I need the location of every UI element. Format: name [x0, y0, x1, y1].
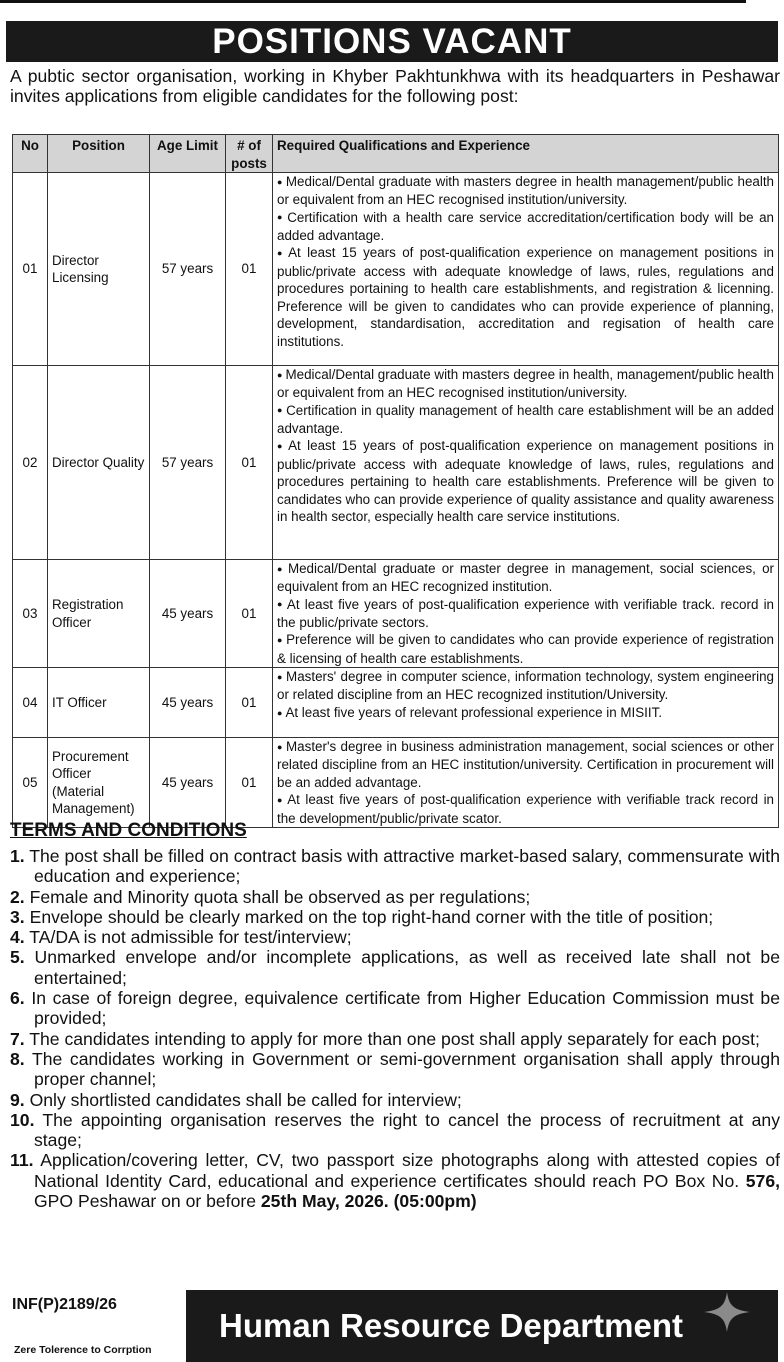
qualification-text: Medical/Dental graduate or master degree in management, social sciences, or equivalent from an HEC recognized institution. [277, 561, 775, 595]
department-name: Human Resource Department [219, 1307, 683, 1344]
term-number: 5. [10, 947, 25, 968]
term-text: TA/DA is not admissible for test/interview; [29, 927, 352, 948]
qualification-text: At least five years of post-qualification experience with verifiable track. record in the public/private sectors. [277, 596, 774, 630]
term-text: Only shortlisted candidates shall be called for interview; [29, 1089, 462, 1110]
bullet-icon: ● [277, 441, 286, 452]
slogan: Zere Tolerence to Corrption [14, 1344, 152, 1356]
term-text: Application/covering letter, CV, two passport size photographs along with attested copies of National Identity Card, educational and experience certificates should reach PO Box No. [34, 1150, 780, 1191]
cell-qualifications [273, 173, 779, 366]
sparkle-icon [702, 1290, 752, 1334]
qualification-bullet [277, 560, 774, 596]
table-header-row [13, 135, 779, 173]
cell-no: 02 [13, 366, 48, 560]
cell-posts: 01 [226, 738, 273, 828]
cell-age: 57 years [150, 173, 226, 366]
term-text: Unmarked envelope and/or incomplete applications, as well as received late shall not be entertained; [34, 947, 780, 988]
cell-no: 04 [13, 668, 48, 738]
table-row [13, 366, 779, 560]
col-age: Age Limit [150, 135, 226, 173]
bullet-icon: ● [277, 741, 284, 752]
qualification-text: Master's degree in business administration management, social sciences or other related discipline from an HEC institution/university. Certification in procurement will be an added advantage. [277, 739, 774, 790]
qualification-bullet [277, 209, 774, 245]
col-requirements: Required Qualifications and Experience [273, 135, 779, 173]
qualification-bullet [277, 791, 774, 827]
term-text: In case of foreign degree, equivalence certificate from Higher Education Commission must be provided; [31, 988, 781, 1029]
cell-qualifications [273, 366, 779, 560]
cell-posts: 01 [226, 560, 273, 668]
cell-age: 57 years [150, 366, 226, 560]
bullet-icon: ● [277, 248, 286, 259]
intro-paragraph: A pubtic sector organisation, working in Khyber Pakhtunkhwa with its headquarters in Peshawar invites applications from eligible candidates for the following post: [10, 66, 780, 106]
qualification-bullet [277, 596, 774, 632]
table-row [13, 738, 779, 828]
qualification-text: Certification in quality management of health care establishment will be an added advantage. [277, 402, 774, 436]
qualification-text: Masters' degree in computer science, information technology, system engineering or related discipline from an HEC recognized institution/University. [277, 669, 774, 703]
qualification-text: At least 15 years of post-qualification experience on management positions in public/private access with adequate knowledge of laws, rules, regulations and procedures pertaining to health care establishments. Preference will be given to candidates who can provide experience of quality assistance and quality awareness in health sector, especially health care service institutions. [277, 438, 774, 525]
qualification-bullet [277, 244, 774, 350]
term-number: 1. [10, 846, 25, 866]
term-item-8 [10, 1049, 780, 1090]
qualification-text: Preference will be given to candidates who can provide experience of registration & licensing of health care establishments. [277, 632, 774, 666]
term-number: 9. [10, 1089, 25, 1110]
qualification-bullet [277, 366, 774, 402]
qualification-text: Medical/Dental graduate with masters degree in health management/public health or equivalent from an HEC recognised institution/university. [277, 174, 774, 208]
term-number: 10. [10, 1109, 35, 1130]
cell-no: 05 [13, 738, 48, 828]
qualification-bullet [277, 668, 774, 704]
cell-position: Director Quality [48, 366, 150, 560]
cell-age: 45 years [150, 738, 226, 828]
page-title: POSITIONS VACANT [6, 21, 778, 62]
term-item-10 [10, 1110, 780, 1151]
cell-qualifications [273, 668, 779, 738]
bullet-icon: ● [277, 369, 283, 380]
term-text-cont: GPO Peshawar on or before [34, 1191, 256, 1212]
cell-no: 03 [13, 560, 48, 668]
term-text: The candidates working in Government or semi-government organisation shall apply through proper channel; [31, 1048, 780, 1090]
term-text: Envelope should be clearly marked on the top right-hand corner with the title of position; [29, 906, 714, 927]
cell-posts: 01 [226, 668, 273, 738]
term-item-5 [10, 947, 780, 988]
positions-table [12, 134, 779, 828]
term-text: Female and Minority quota shall be observed as per regulations; [29, 886, 531, 907]
qualification-text: At least 15 years of post-qualification experience on management positions in public/private access with adequate knowledge of laws, rules, regulations and procedures portaining to health care establishments, and registration & licenning. Preference will be given to candidates who can provide experience of planning, development, standardisation, accreditation and regisation of health care institutions. [277, 245, 774, 349]
cell-posts: 01 [226, 366, 273, 560]
term-number: 8. [10, 1048, 25, 1069]
terms-list [10, 846, 780, 1211]
bullet-icon: ● [277, 405, 284, 416]
term-item-9 [10, 1090, 780, 1110]
cell-position: Registration Officer [48, 560, 150, 668]
term-item-3 [10, 907, 780, 927]
bullet-icon: ● [277, 176, 283, 187]
cell-posts: 01 [226, 173, 273, 366]
term-item-2 [10, 887, 780, 907]
top-rule [0, 0, 746, 3]
cell-age: 45 years [150, 560, 226, 668]
col-no: No [13, 135, 48, 173]
qualification-bullet [277, 402, 774, 438]
term-item-11 [10, 1150, 780, 1211]
cell-qualifications [273, 560, 779, 668]
term-number: 3. [10, 906, 25, 927]
term-number: 2. [10, 886, 25, 907]
table-row [13, 173, 779, 366]
qualification-bullet [277, 738, 774, 791]
term-text: The post shall be filled on contract basis with attractive market-based salary, commensurate with education and experience; [29, 846, 780, 887]
qualification-bullet [277, 631, 774, 667]
qualification-text: Certification with a health care service accreditation/certification body will be an added advantage. [277, 209, 775, 243]
term-number: 11. [10, 1150, 34, 1171]
deadline-date: 25th May, 2026. (05:00pm) [260, 1191, 477, 1212]
qualification-text: At least five years of post-qualification experience with verifiable track record in the development/public/private scator. [277, 792, 775, 826]
term-number: 6. [10, 988, 25, 1009]
term-text: The appointing organisation reserves the right to cancel the process of recruitment at any stage; [34, 1109, 780, 1151]
terms-heading: TERMS AND CONDITIONS [10, 820, 247, 841]
cell-age: 45 years [150, 668, 226, 738]
table-row [13, 668, 779, 738]
cell-position: Procurement Officer (Material Management) [48, 738, 150, 828]
term-number: 7. [10, 1028, 25, 1049]
cell-no: 01 [13, 173, 48, 366]
cell-qualifications [273, 738, 779, 828]
qualification-text: At least five years of relevant professional experience in MISIIT. [285, 704, 663, 720]
term-item-6 [10, 988, 780, 1029]
qualification-bullet [277, 173, 774, 209]
bullet-icon: ● [277, 212, 285, 223]
bullet-icon: ● [277, 635, 284, 646]
term-item-1 [10, 846, 780, 887]
bullet-icon: ● [277, 563, 285, 574]
term-item-4 [10, 927, 780, 947]
qualification-bullet [277, 704, 774, 722]
bullet-icon: ● [277, 795, 285, 806]
term-item-7 [10, 1029, 780, 1049]
po-box-number: 576, [745, 1170, 781, 1191]
term-text: The candidates intending to apply for more than one post shall apply separately for each post; [29, 1028, 760, 1049]
cell-position: Director Licensing [48, 173, 150, 366]
qualification-bullet [277, 437, 774, 525]
reference-number: INF(P)2189/26 [12, 1296, 117, 1313]
col-position: Position [48, 135, 150, 173]
bullet-icon: ● [277, 671, 284, 682]
bullet-icon: ● [277, 599, 284, 610]
term-number: 4. [10, 927, 25, 948]
table-row [13, 560, 779, 668]
cell-position: IT Officer [48, 668, 150, 738]
bullet-icon: ● [277, 707, 283, 718]
qualification-text: Medical/Dental graduate with masters degree in health, management/public health or equivalent from an HEC recognised institution/university. [277, 367, 774, 401]
col-posts: # of posts [226, 135, 273, 173]
